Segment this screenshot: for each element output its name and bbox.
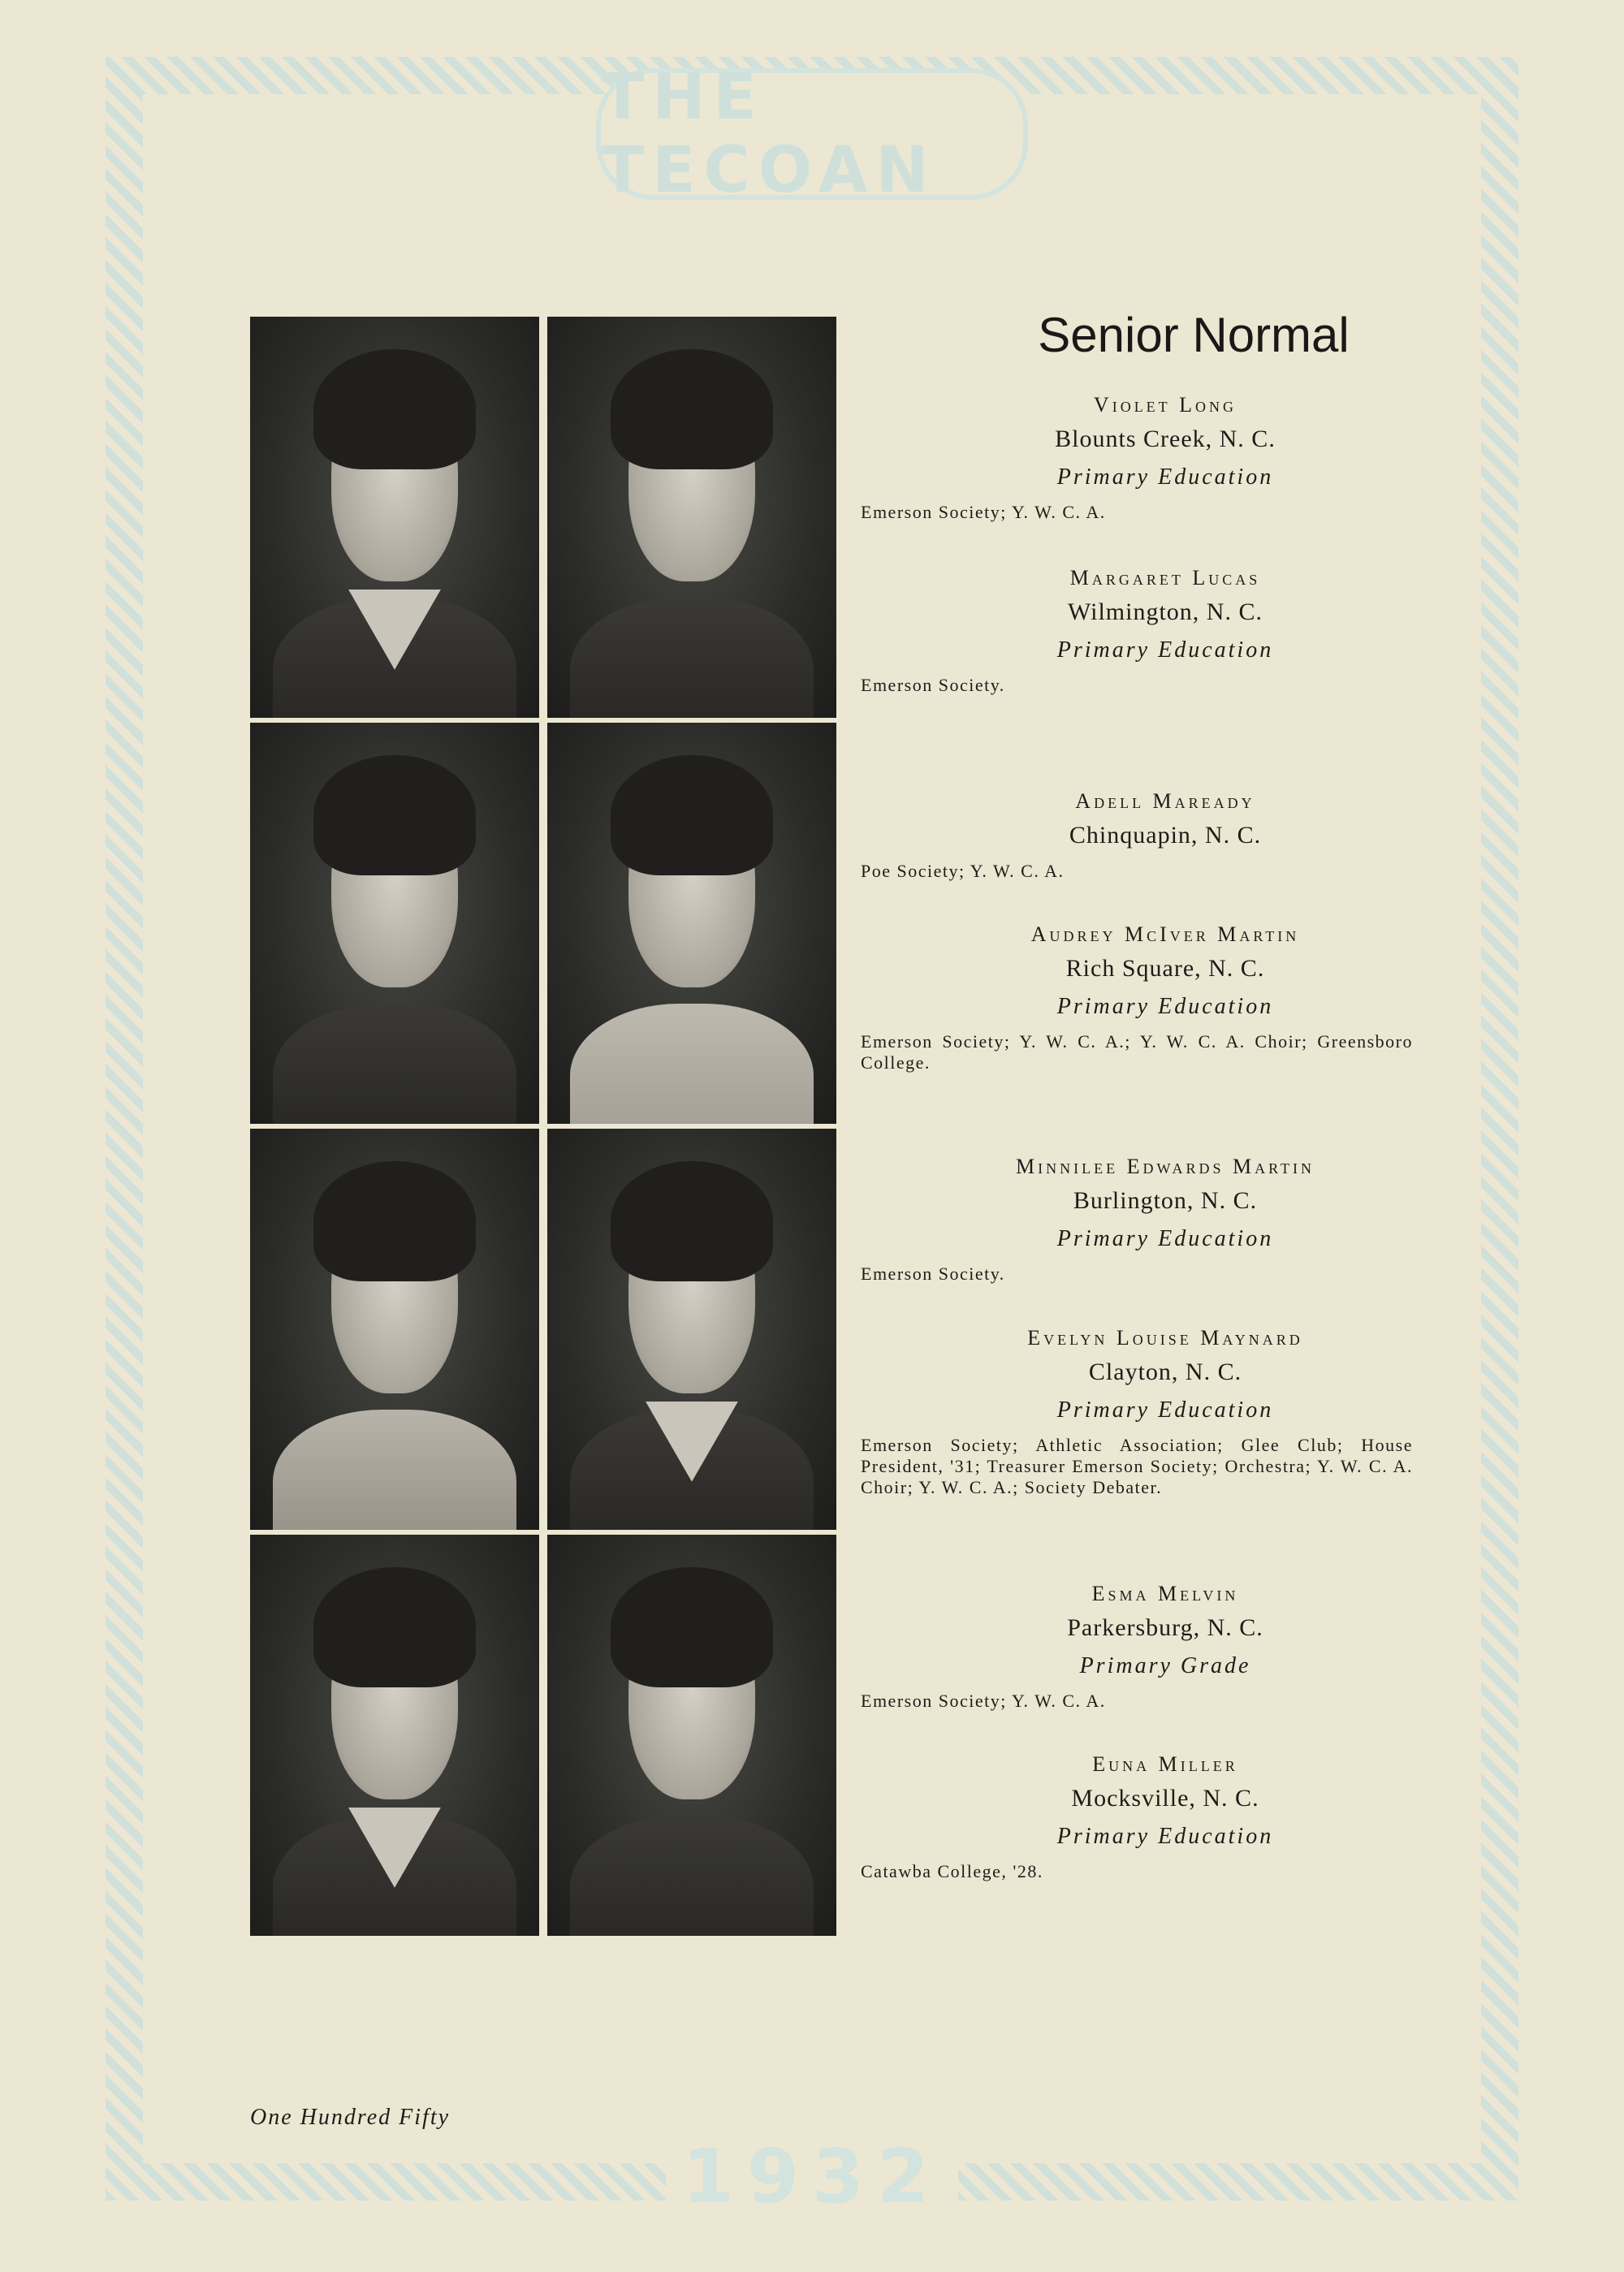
student-name: Evelyn Louise Maynard: [1027, 1326, 1303, 1350]
student-hometown: Burlington, N. C.: [1073, 1187, 1258, 1214]
page-title: Senior Normal: [1038, 308, 1350, 362]
entry-evelyn-maynard: [861, 1326, 1429, 1498]
student-major: Primary Education: [1056, 1226, 1274, 1251]
portrait-audrey-martin: [547, 723, 836, 1124]
entry-violet-long: [861, 393, 1429, 523]
entry-margaret-lucas: [861, 566, 1429, 696]
student-hometown: Chinquapin, N. C.: [1069, 822, 1262, 849]
portrait-minnilee-martin: [250, 1129, 539, 1530]
student-activities: Emerson Society.: [861, 675, 1005, 695]
student-name: Audrey McIver Martin: [1030, 922, 1300, 946]
footer-ornament: [666, 2127, 958, 2225]
yearbook-year: 1932: [681, 2132, 943, 2220]
student-major: Primary Education: [1056, 1397, 1274, 1423]
student-name: Margaret Lucas: [1069, 566, 1261, 590]
portrait-euna-miller: [547, 1535, 836, 1936]
student-name: Esma Melvin: [1091, 1582, 1239, 1605]
student-hometown: Mocksville, N. C.: [1071, 1785, 1259, 1812]
student-activities: Catawba College, '28.: [861, 1861, 1043, 1881]
portrait-evelyn-maynard: [547, 1129, 836, 1530]
portrait-violet-long: [250, 317, 539, 718]
entry-minnilee-martin: [861, 1155, 1429, 1285]
portrait-margaret-lucas: [547, 317, 836, 718]
student-hometown: Parkersburg, N. C.: [1067, 1614, 1263, 1641]
student-major: Primary Education: [1056, 464, 1274, 490]
student-major: Primary Education: [1056, 637, 1274, 663]
student-name: Violet Long: [1093, 393, 1237, 417]
page-number: One Hundred Fifty: [250, 2105, 451, 2130]
student-hometown: Clayton, N. C.: [1088, 1358, 1242, 1385]
portrait-esma-melvin: [250, 1535, 539, 1936]
entry-esma-melvin: [861, 1582, 1429, 1712]
entry-audrey-martin: [861, 922, 1429, 1073]
student-hometown: Rich Square, N. C.: [1065, 955, 1265, 982]
student-major: Primary Education: [1056, 1824, 1274, 1849]
student-major: Primary Grade: [1079, 1653, 1251, 1678]
student-activities: Emerson Society; Athletic Association; Glee Club; House President, '31; Treasurer Emerson Society; Orchestra; Y. W. C. A. Choir; Y. W. C. A.; Society Debater.: [861, 1435, 1413, 1497]
student-activities: Emerson Society; Y. W. C. A.: [861, 502, 1106, 522]
entry-adell-maready: [861, 789, 1429, 882]
student-hometown: Wilmington, N. C.: [1068, 598, 1263, 625]
student-activities: Poe Society; Y. W. C. A.: [861, 861, 1065, 881]
header-frame: [596, 61, 1028, 207]
student-activities: Emerson Society; Y. W. C. A.; Y. W. C. A. Choir; Greensboro College.: [861, 1031, 1413, 1073]
student-name: Minnilee Edwards Martin: [1015, 1155, 1315, 1178]
student-activities: Emerson Society; Y. W. C. A.: [861, 1691, 1106, 1711]
student-name: Adell Maready: [1075, 789, 1255, 813]
student-major: Primary Education: [1056, 994, 1274, 1019]
header-ornament: [552, 41, 1072, 227]
portrait-grid: [250, 317, 836, 1944]
portrait-adell-maready: [250, 723, 539, 1124]
student-activities: Emerson Society.: [861, 1263, 1005, 1284]
student-hometown: Blounts Creek, N. C.: [1055, 425, 1276, 452]
yearbook-title: THE TECOAN: [601, 61, 937, 207]
entry-euna-miller: [861, 1752, 1429, 1882]
student-name: Euna Miller: [1092, 1752, 1238, 1776]
